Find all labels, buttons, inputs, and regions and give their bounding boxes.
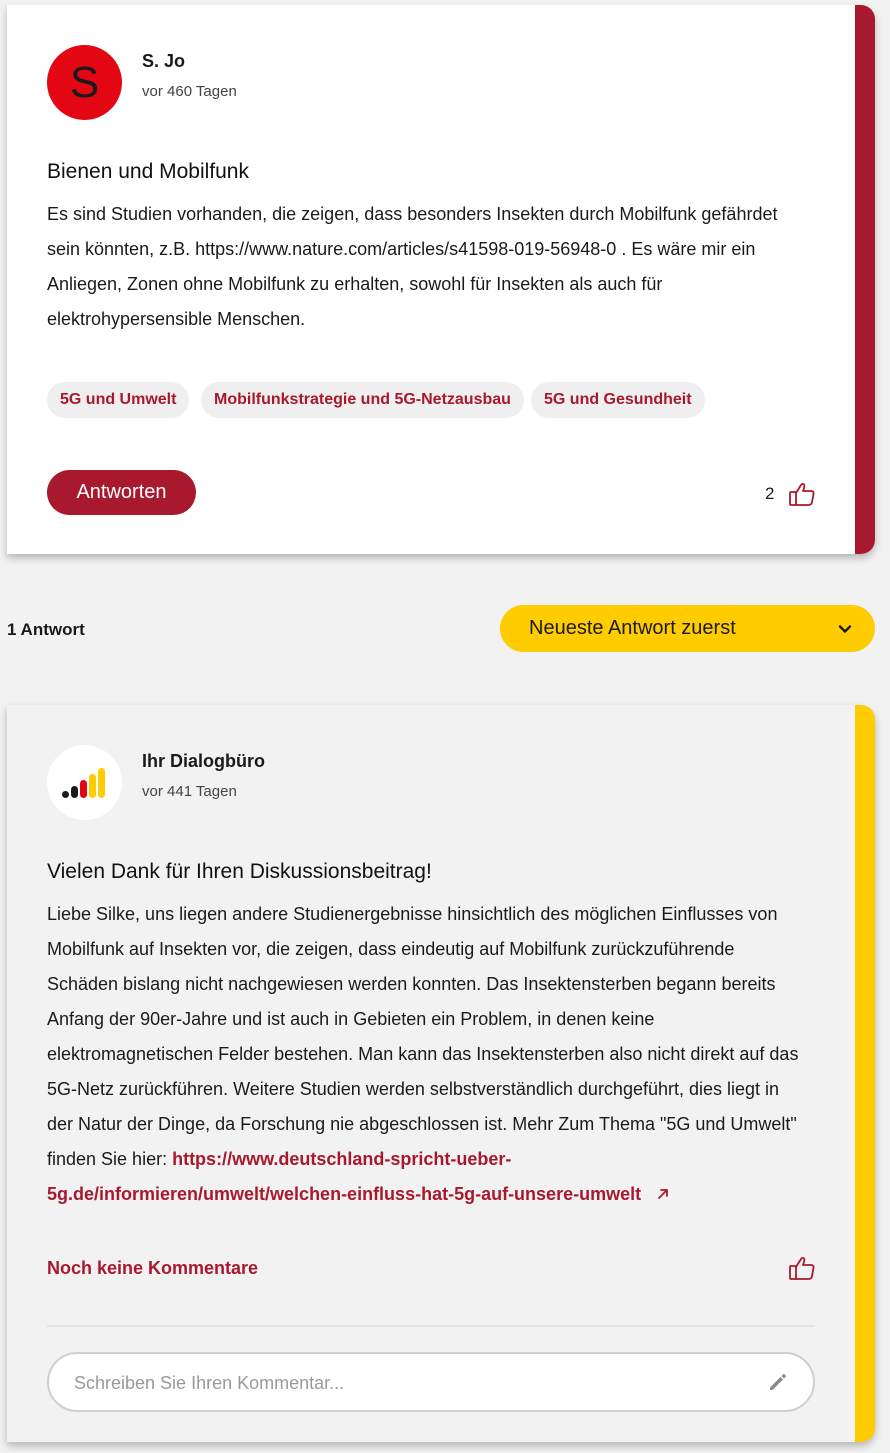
avatar xyxy=(47,45,122,120)
answer-body-line: 5G-Netz zurückführen. Weitere Studien werden selbstverständlich durchgeführt, dies liegt in xyxy=(47,1079,780,1099)
post-date: vor 460 Tagen xyxy=(142,83,237,100)
post-body-line: Anliegen, Zonen ohne Mobilfunk zu erhalten, sowohl für Insekten als auch für xyxy=(47,274,663,294)
post-author: S. Jo xyxy=(142,51,186,71)
external-link-icon xyxy=(656,1178,670,1213)
tag-5g-gesundheit[interactable]: 5G und Gesundheit xyxy=(531,382,705,418)
umwelt-link-continued[interactable]: 5g.de/informieren/umwelt/welchen-einfluss-hat-5g-auf-unsere-umwelt xyxy=(47,1184,642,1204)
pencil-icon[interactable] xyxy=(767,1371,789,1398)
no-comments-label[interactable]: Noch keine Kommentare xyxy=(47,1258,259,1278)
reply-button[interactable]: Antworten xyxy=(47,470,196,515)
answer-title: Vielen Dank für Ihren Diskussionsbeitrag! xyxy=(47,860,432,883)
answer-body-line: Liebe Silke, uns liegen andere Studienergebnisse hinsichtlich des möglichen Einflusses von xyxy=(47,904,778,924)
tag-mobilfunkstrategie[interactable]: Mobilfunkstrategie und 5G-Netzausbau xyxy=(201,382,524,418)
comment-input[interactable] xyxy=(74,1370,754,1396)
answer-body-line: Mobilfunk auf Insekten vor, die zeigen, dass eindeutig auf Mobilfunk zurückzuführende xyxy=(47,939,735,959)
sort-dropdown[interactable] xyxy=(500,605,875,652)
answer-body-line: Anfang der 90er-Jahre und ist auch in Gebieten ein Problem, in denen keine xyxy=(47,1009,655,1029)
chevron-down-icon xyxy=(837,620,853,643)
avatar-letter: S xyxy=(69,57,100,107)
thumbs-up-icon[interactable] xyxy=(788,480,816,508)
tag-5g-umwelt[interactable]: 5G und Umwelt xyxy=(47,382,189,418)
answer-date: vor 441 Tagen xyxy=(142,783,237,800)
answer-author: Ihr Dialogbüro xyxy=(142,751,265,771)
post-body-line: Es sind Studien vorhanden, die zeigen, dass besonders Insekten durch Mobilfunk gefährdet xyxy=(47,204,778,224)
comment-field[interactable] xyxy=(47,1352,815,1412)
divider xyxy=(47,1325,815,1327)
sort-dropdown-label: Neueste Antwort zuerst xyxy=(529,617,736,639)
umwelt-link[interactable]: https://www.deutschland-spricht-ueber- xyxy=(172,1149,512,1169)
post-body xyxy=(47,197,807,337)
dialogbuero-logo xyxy=(47,745,122,820)
post-accent-stripe xyxy=(855,5,875,554)
post-body-line: elektrohypersensible Menschen. xyxy=(47,309,306,329)
answer-card xyxy=(7,705,875,1442)
link-prefix: finden Sie hier: xyxy=(47,1149,173,1169)
answer-body-line: der Natur der Dinge, da Forschung nie abgeschlossen ist. Mehr Zum Thema "5G und Umwelt" xyxy=(47,1114,797,1134)
post-card xyxy=(7,5,875,554)
answer-body-line: Schäden bislang nicht nachgewiesen werden konnten. Das Insektensterben begann bereits xyxy=(47,974,776,994)
answer-body-line: elektromagnetischen Felder bestehen. Man kann das Insektensterben also nicht direkt auf das xyxy=(47,1044,799,1064)
answer-body-line xyxy=(47,1177,807,1213)
post-body-line: sein könnten, z.B. https://www.nature.com/articles/s41598-019-56948-0 . Es wäre mir ein xyxy=(47,239,756,259)
answer-count: 1 Antwort xyxy=(7,620,85,639)
answer-accent-stripe xyxy=(855,705,875,1442)
post-title: Bienen und Mobilfunk xyxy=(47,160,249,183)
answer-body xyxy=(47,897,807,1213)
thumbs-up-icon[interactable] xyxy=(788,1254,816,1282)
answer-body-line xyxy=(47,1142,807,1177)
like-count: 2 xyxy=(765,484,775,503)
